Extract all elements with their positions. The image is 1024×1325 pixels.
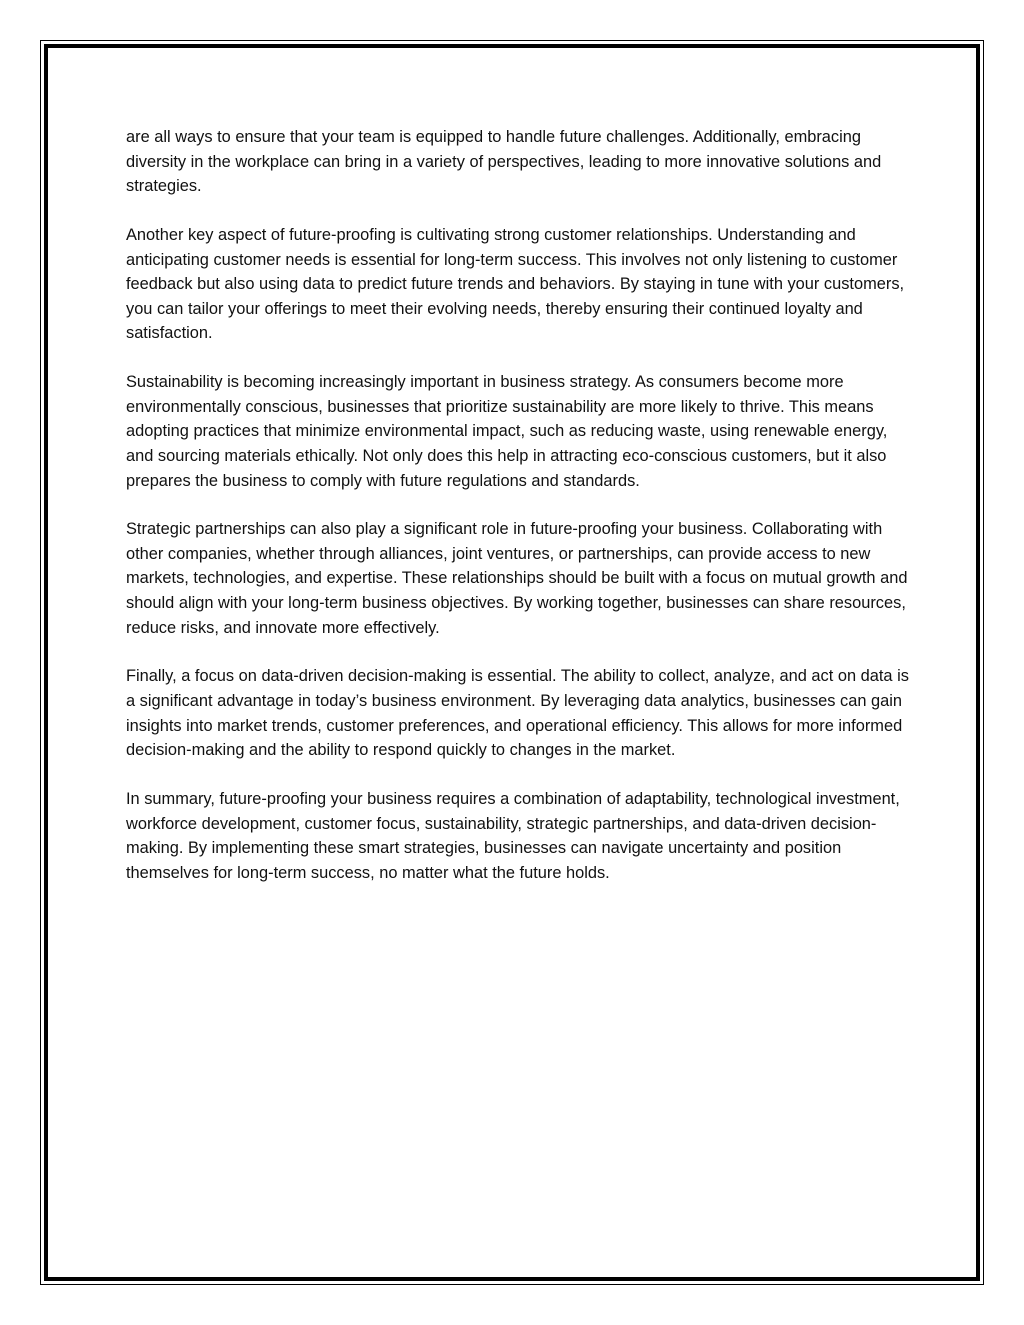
paragraph-team-diversity: are all ways to ensure that your team is equipped to handle future challenges. Additionally, embracing diversity in the workplace can bring in a variety of perspectives, leading to more innovative solutions and strategies.	[126, 128, 882, 196]
page-border-inner	[44, 44, 980, 1281]
paragraph-summary: In summary, future-proofing your business requires a combination of adaptability, technological investment, workforce development, customer focus, sustainability, strategic partnerships, and data-driven decision-making. By implementing these smart strategies, businesses can navigate uncertainty and position themselves for long-term success, no matter what the future holds.	[126, 790, 900, 882]
paragraph-sustainability: Sustainability is becoming increasingly important in business strategy. As consumers become more environmentally conscious, businesses that prioritize sustainability are more likely to thrive. This means adopting practices that minimize environmental impact, such as reducing waste, using renewable energy, and sourcing materials ethically. Not only does this help in attracting eco-conscious customers, but it also prepares the business to comply with future regulations and standards.	[126, 373, 888, 490]
paragraph-customer-relationships: Another key aspect of future-proofing is cultivating strong customer relationships. Understanding and anticipating customer needs is essential for long-term success. This involves not only listening to customer feedback but also using data to predict future trends and behaviors. By staying in tune with your customers, you can tailor your offerings to meet their evolving needs, thereby ensuring their continued loyalty and satisfaction.	[126, 225, 905, 343]
document-body	[126, 125, 916, 910]
paragraph-data-driven-decisions: Finally, a focus on data-driven decision-making is essential. The ability to collect, analyze, and act on data is a significant advantage in today’s business environment. By leveraging data analytics, businesses can gain insights into market trends, customer preferences, and operational efficiency. This allows for more informed decision-making and the ability to respond quickly to changes in the market.	[126, 667, 909, 760]
paragraph-strategic-partnerships: Strategic partnerships can also play a significant role in future-proofing your business. Collaborating with other companies, whether through alliances, joint ventures, or partnerships, can provide access to new markets, technologies, and expertise. These relationships should be built with a focus on mutual growth and should align with your long-term business objectives. By working together, businesses can share resources, reduce risks, and innovate more effectively.	[126, 520, 908, 637]
page-border-outer	[40, 40, 984, 1285]
